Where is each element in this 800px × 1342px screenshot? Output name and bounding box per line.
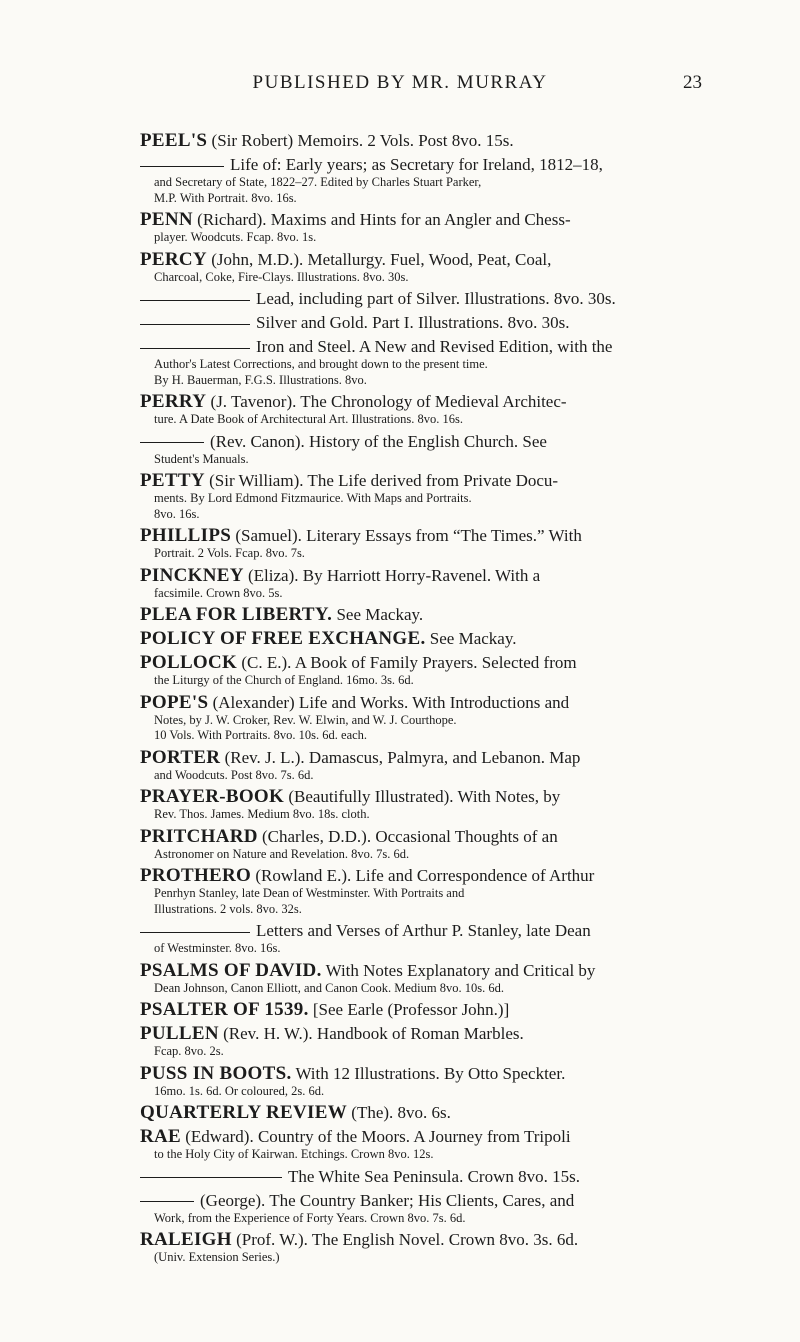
catalogue-entry <box>140 1190 740 1227</box>
entry-text: See Mackay. <box>425 629 517 648</box>
entry-text: and Woodcuts. Post 8vo. 7s. 6d. <box>154 767 314 782</box>
entry-heading: PLEA FOR LIBERTY. <box>140 604 333 625</box>
ditto-rule <box>140 932 250 933</box>
ditto-rule <box>140 166 224 167</box>
catalogue-entry <box>140 826 740 863</box>
catalogue-entry <box>140 565 740 602</box>
ditto-rule <box>140 442 204 443</box>
page-number: 23 <box>683 72 702 93</box>
entry-subline <box>140 768 740 784</box>
catalogue-entry <box>140 999 740 1020</box>
entry-line <box>140 999 740 1020</box>
catalogue-entry <box>140 288 740 309</box>
catalogue-entry <box>140 470 740 522</box>
entry-heading: PETTY <box>140 470 205 491</box>
catalogue-entry <box>140 525 740 562</box>
catalogue-entry <box>140 865 740 917</box>
entry-heading: PSALMS OF DAVID. <box>140 959 322 981</box>
entry-line <box>140 1166 740 1187</box>
entry-text: facsimile. Crown 8vo. 5s. <box>154 585 283 600</box>
entry-text: Student's Manuals. <box>154 451 249 466</box>
entry-subline <box>140 807 740 823</box>
entry-line <box>140 312 740 333</box>
catalogue-entry <box>140 1229 740 1266</box>
entry-text: Rev. Thos. James. Medium 8vo. 18s. cloth. <box>154 807 370 821</box>
entry-heading: PHILLIPS <box>140 525 232 546</box>
entry-subline <box>140 412 740 428</box>
ditto-rule <box>140 1201 194 1202</box>
entry-line <box>140 1023 740 1044</box>
catalogue-entry <box>140 960 740 997</box>
entry-text: (Rowland E.). Life and Correspondence of Arthur <box>251 866 595 885</box>
catalogue-entry <box>140 628 740 649</box>
entry-subline <box>140 546 740 562</box>
entry-text: The White Sea Peninsula. Crown 8vo. 15s. <box>288 1166 580 1186</box>
entry-text: [See Earle (Professor John.)] <box>308 1000 510 1019</box>
entry-heading: PERRY <box>140 391 207 412</box>
entry-text: 16mo. 1s. 6d. Or coloured, 2s. 6d. <box>154 1083 325 1098</box>
catalogue-entry <box>140 1166 740 1187</box>
ditto-rule <box>140 348 250 349</box>
entry-subline <box>140 902 740 918</box>
entry-text: (Samuel). Literary Essays from “The Times.” With <box>231 526 582 545</box>
entry-heading: PRAYER-BOOK <box>140 786 285 807</box>
entry-subline <box>140 847 740 863</box>
entry-text: (J. Tavenor). The Chronology of Medieval Architec- <box>206 392 567 411</box>
entry-subline <box>140 1084 740 1100</box>
entry-text: to the Holy City of Kairwan. Etchings. Crown 8vo. 12s. <box>154 1147 434 1161</box>
entry-text: Iron and Steel. A New and Revised Edition, with the <box>256 337 613 356</box>
page-header <box>0 72 800 96</box>
entry-heading: PINCKNEY <box>140 564 244 586</box>
entry-text: 8vo. 16s. <box>154 506 200 521</box>
entry-line <box>140 652 740 673</box>
entry-line <box>140 1063 740 1084</box>
entry-subline <box>140 673 740 689</box>
entry-subline <box>140 941 740 957</box>
ditto-rule <box>140 324 250 325</box>
entry-text: (Beautifully Illustrated). With Notes, by <box>284 787 561 806</box>
entry-text: See Mackay. <box>332 605 424 624</box>
entry-text: (Univ. Extension Series.) <box>154 1250 280 1264</box>
entry-text: (Rev. J. L.). Damascus, Palmyra, and Lebanon. Map <box>220 747 581 767</box>
entry-heading: RAE <box>140 1126 182 1147</box>
ditto-rule <box>140 300 250 301</box>
ditto-rule <box>140 1177 282 1178</box>
catalogue-entry <box>140 154 740 206</box>
catalogue-entry <box>140 431 740 468</box>
entry-text: player. Woodcuts. Fcap. 8vo. 1s. <box>154 230 317 244</box>
entry-line <box>140 130 740 151</box>
entry-text: With 12 Illustrations. By Otto Speckter. <box>291 1063 566 1083</box>
entry-subline <box>140 175 740 191</box>
entry-heading: RALEIGH <box>140 1229 232 1250</box>
catalogue-entry <box>140 1023 740 1060</box>
catalogue-entry <box>140 786 740 823</box>
entry-subline <box>140 1211 740 1227</box>
entry-text: Letters and Verses of Arthur P. Stanley, late Dean <box>256 921 591 940</box>
entry-line <box>140 1102 740 1123</box>
entry-subline <box>140 1147 740 1163</box>
entry-text: (Prof. W.). The English Novel. Crown 8vo. 3s. 6d. <box>231 1230 579 1249</box>
entry-text: 10 Vols. With Portraits. 8vo. 10s. 6d. each. <box>154 728 368 742</box>
entry-text: (George). The Country Banker; His Clients, Cares, and <box>200 1190 575 1210</box>
entry-subline <box>140 191 740 207</box>
entry-subline <box>140 373 740 389</box>
entry-subline <box>140 586 740 602</box>
entry-text: ments. By Lord Edmond Fitzmaurice. With Maps and Portraits. <box>154 491 472 505</box>
entry-line <box>140 525 740 546</box>
entry-text: Illustrations. 2 vols. 8vo. 32s. <box>154 901 302 916</box>
entry-text: the Liturgy of the Church of England. 16mo. 3s. 6d. <box>154 673 414 687</box>
entry-line <box>140 628 740 649</box>
entry-heading: POLICY OF FREE EXCHANGE. <box>140 628 426 649</box>
entry-line <box>140 154 740 175</box>
entry-line <box>140 1190 740 1211</box>
entry-text: By H. Bauerman, F.G.S. Illustrations. 8vo. <box>154 372 367 387</box>
entry-text: (Richard). Maxims and Hints for an Angler and Chess- <box>192 210 571 229</box>
entry-text: Dean Johnson, Canon Elliott, and Canon Cook. Medium 8vo. 10s. 6d. <box>154 980 504 995</box>
catalogue-entry <box>140 391 740 428</box>
entry-heading: PULLEN <box>140 1023 219 1044</box>
entry-text: With Notes Explanatory and Critical by <box>321 960 596 980</box>
catalogue-entry <box>140 920 740 957</box>
entry-text: (Rev. H. W.). Handbook of Roman Marbles. <box>218 1024 524 1043</box>
entry-line <box>140 470 740 491</box>
entry-text: and Secretary of State, 1822–27. Edited by Charles Stuart Parker, <box>154 175 482 189</box>
entry-text: Astronomer on Nature and Revelation. 8vo. 7s. 6d. <box>154 846 410 861</box>
catalogue-entry <box>140 652 740 689</box>
entry-heading: POPE'S <box>140 691 209 713</box>
catalogue-entry <box>140 747 740 784</box>
entry-heading: PROTHERO <box>140 865 252 886</box>
entry-line <box>140 209 740 230</box>
entry-subline <box>140 452 740 468</box>
entry-line <box>140 960 740 981</box>
entry-line <box>140 786 740 807</box>
catalogue-entry <box>140 249 740 286</box>
entry-line <box>140 920 740 941</box>
entry-text: of Westminster. 8vo. 16s. <box>154 941 281 955</box>
entry-subline <box>140 230 740 246</box>
entry-text: Charcoal, Coke, Fire-Clays. Illustrations. 8vo. 30s. <box>154 269 409 284</box>
entry-text: (The). 8vo. 6s. <box>347 1103 451 1122</box>
entry-line <box>140 336 740 357</box>
entry-heading: QUARTERLY REVIEW <box>140 1102 348 1123</box>
catalogue-entry <box>140 336 740 388</box>
entry-text: Fcap. 8vo. 2s. <box>154 1044 224 1058</box>
entry-heading: POLLOCK <box>140 652 238 673</box>
entry-line <box>140 1126 740 1147</box>
catalogue-entry <box>140 130 740 151</box>
entry-line <box>140 565 740 586</box>
entry-line <box>140 865 740 886</box>
entry-subline <box>140 728 740 744</box>
entry-text: (Rev. Canon). History of the English Church. See <box>210 431 547 451</box>
entry-heading: PSALTER OF 1539. <box>140 999 309 1020</box>
entry-subline <box>140 713 740 729</box>
entry-subline <box>140 981 740 997</box>
running-title: PUBLISHED BY MR. MURRAY <box>252 72 548 93</box>
entry-subline <box>140 270 740 286</box>
catalogue-entry <box>140 1063 740 1100</box>
entry-heading: PERCY <box>140 248 207 270</box>
entry-subline <box>140 491 740 507</box>
entry-heading: PUSS IN BOOTS. <box>140 1062 292 1084</box>
entry-text: Portrait. 2 Vols. Fcap. 8vo. 7s. <box>154 546 305 560</box>
entry-heading: PRITCHARD <box>140 825 258 847</box>
entry-text: (Sir Robert) Memoirs. 2 Vols. Post 8vo. 15s. <box>207 131 514 150</box>
entry-line <box>140 431 740 452</box>
entry-text: Notes, by J. W. Croker, Rev. W. Elwin, and W. J. Courthope. <box>154 712 457 727</box>
entry-text: Lead, including part of Silver. Illustrations. 8vo. 30s. <box>256 289 616 308</box>
entry-subline <box>140 886 740 902</box>
entry-subline <box>140 1250 740 1266</box>
entry-text: ture. A Date Book of Architectural Art. Illustrations. 8vo. 16s. <box>154 412 463 426</box>
entry-text: (Sir William). The Life derived from Private Docu- <box>204 471 559 490</box>
catalogue-entry <box>140 312 740 333</box>
catalogue-entry <box>140 1102 740 1123</box>
entry-line <box>140 692 740 713</box>
entry-text: (Charles, D.D.). Occasional Thoughts of an <box>257 826 558 846</box>
entry-text: Penrhyn Stanley, late Dean of Westminster. With Portraits and <box>154 886 465 900</box>
entry-text: M.P. With Portrait. 8vo. 16s. <box>154 190 297 205</box>
entry-heading: PEEL'S <box>140 130 208 151</box>
entry-line <box>140 826 740 847</box>
entry-text: Silver and Gold. Part I. Illustrations. 8vo. 30s. <box>256 313 570 332</box>
entry-heading: PORTER <box>140 746 221 768</box>
entry-text: Author's Latest Corrections, and brought down to the present time. <box>154 357 488 371</box>
entry-line <box>140 747 740 768</box>
entry-heading: PENN <box>140 209 193 230</box>
entry-text: (Edward). Country of the Moors. A Journey from Tripoli <box>181 1127 571 1146</box>
entry-subline <box>140 507 740 523</box>
entry-line <box>140 391 740 412</box>
catalogue-entries <box>140 130 740 1269</box>
entry-text: (C. E.). A Book of Family Prayers. Selected from <box>237 653 577 672</box>
entry-subline <box>140 357 740 373</box>
catalogue-entry <box>140 1126 740 1163</box>
catalogue-entry <box>140 209 740 246</box>
entry-text: Life of: Early years; as Secretary for Ireland, 1812–18, <box>230 155 603 174</box>
entry-text: (Alexander) Life and Works. With Introductions and <box>208 692 570 712</box>
entry-line <box>140 1229 740 1250</box>
entry-line <box>140 249 740 270</box>
entry-line <box>140 604 740 625</box>
entry-text: (Eliza). By Harriott Horry-Ravenel. With a <box>243 565 541 585</box>
entry-text: Work, from the Experience of Forty Years. Crown 8vo. 7s. 6d. <box>154 1210 466 1225</box>
catalogue-entry <box>140 692 740 744</box>
entry-line <box>140 288 740 309</box>
entry-text: (John, M.D.). Metallurgy. Fuel, Wood, Peat, Coal, <box>206 249 552 269</box>
entry-subline <box>140 1044 740 1060</box>
catalogue-entry <box>140 604 740 625</box>
